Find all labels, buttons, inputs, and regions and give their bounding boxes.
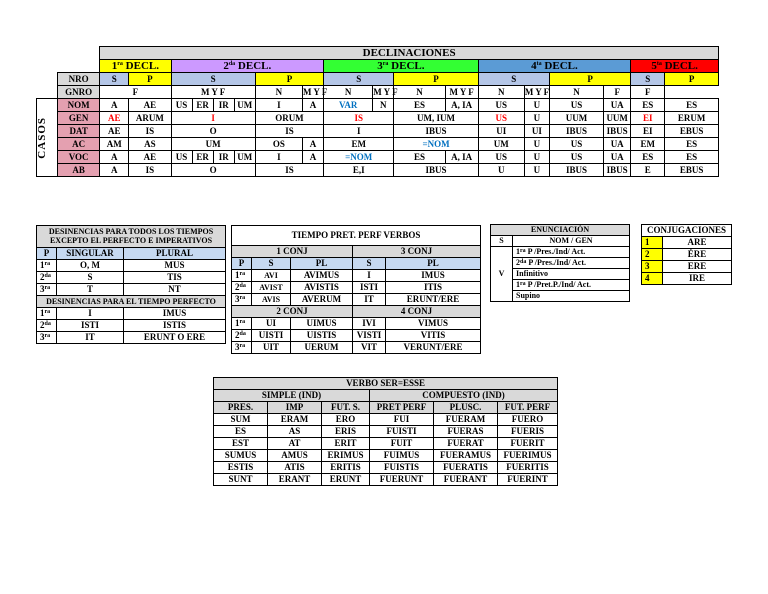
ser-cell: AT <box>268 438 322 450</box>
verb-cell: UIMUS <box>291 318 353 330</box>
person-label: $1^{ra}$ <box>37 308 57 320</box>
des-cell: ERUNT O ERE <box>124 332 226 344</box>
conj-ending: ERE <box>663 261 732 273</box>
decl-cell: UI <box>478 125 524 138</box>
decl-cell: N <box>373 99 394 112</box>
ser-row <box>214 438 558 450</box>
nro-cell: S <box>631 73 665 86</box>
decl-cell: UUM <box>549 112 603 125</box>
decl-cell: IBUS <box>394 164 478 177</box>
ser-row <box>214 450 558 462</box>
ser-cell: FUIT <box>370 438 434 450</box>
decl-cell: UA <box>604 151 631 164</box>
decl-cell: EI <box>631 112 665 125</box>
verb-cell: VERUNT/ERE <box>386 342 481 354</box>
gnro-cell: M Y F <box>524 86 550 97</box>
decl-cell: ES <box>665 99 719 112</box>
decl-cell: IBUS <box>549 164 603 177</box>
decl-cell: US <box>171 151 192 164</box>
verb-cell: VIT <box>353 342 386 354</box>
ser-cell: ERANT <box>268 474 322 486</box>
person-label: $3^{ra}$ <box>37 332 57 344</box>
decl-cell: A <box>303 151 324 164</box>
person-label: $2^{da}$ <box>37 272 57 284</box>
decl-cell: EI <box>631 125 665 138</box>
decl-cell: IBUS <box>604 125 631 138</box>
ser-cell: SUMUS <box>214 450 268 462</box>
nro-cell: S <box>100 73 129 86</box>
enun-item: Infinitivo <box>513 269 630 280</box>
ser-header: FUT. PERF <box>498 402 558 414</box>
ser-cell: ATIS <box>268 462 322 474</box>
decl-cell: UA <box>604 99 631 112</box>
tiempo-pret-perf-table <box>231 225 481 354</box>
case-label: VOC <box>58 151 100 164</box>
decl-cell: EBUS <box>665 164 719 177</box>
conj-header: 3 CONJ <box>353 246 481 258</box>
decl-cell: U <box>524 99 549 112</box>
conj-num: 1 <box>642 237 663 249</box>
ser-title: VERBO SER=ESSE <box>214 378 558 390</box>
decl-cell: IR <box>213 151 234 164</box>
des-cell: S <box>57 272 124 284</box>
decl-cell: UM <box>478 138 524 151</box>
conj-ending: ÉRE <box>663 249 732 261</box>
case-label: AB <box>58 164 100 177</box>
person-label: $2^{da}$ <box>232 282 252 294</box>
ser-cell: SUM <box>214 414 268 426</box>
gnro-cell: N <box>324 86 373 99</box>
tiempo-title: TIEMPO PRET. PERF VERBOS <box>232 226 481 246</box>
person-label: $2^{da}$ <box>232 330 252 342</box>
ser-compuesto: COMPUESTO (IND) <box>370 390 558 402</box>
desinencias-title: DESINENCIAS PARA TODOS LOS TIEMPOS EXCEPTO EL PERFECTO E IMPERATIVOS <box>37 226 226 248</box>
decl-cell: US <box>478 151 524 164</box>
decl-cell: A <box>303 99 324 112</box>
enun-nomgen: NOM / GEN <box>513 236 630 247</box>
decl-cell: E <box>631 164 665 177</box>
ser-row <box>214 462 558 474</box>
verb-cell: AVIS <box>252 294 291 306</box>
decl-cell: IS <box>129 164 171 177</box>
decl-cell: =NOM <box>324 151 394 164</box>
nro-cell: P <box>394 73 478 86</box>
decl-cell: ES <box>665 151 719 164</box>
ser-cell: ERO <box>322 414 370 426</box>
ser-cell: FUISTI <box>370 426 434 438</box>
col-header: PLURAL <box>124 248 226 260</box>
decl-cell: AS <box>129 138 171 151</box>
decl-cell: =NOM <box>394 138 478 151</box>
decl-cell: IBUS <box>549 125 603 138</box>
decl-cell: OS <box>255 138 302 151</box>
verb-cell: AVIMUS <box>291 270 353 282</box>
des-cell: T <box>57 284 124 296</box>
ser-cell: EST <box>214 438 268 450</box>
decl-5-header: $5^{ta}$ DECL. <box>631 60 719 73</box>
nro-label: NRO <box>58 73 100 86</box>
decl-cell: UM <box>234 99 255 112</box>
declinaciones-title: DECLINACIONES <box>100 47 719 60</box>
case-label: DAT <box>58 125 100 138</box>
gnro-cell: F <box>604 86 631 99</box>
verb-cell: IVI <box>353 318 386 330</box>
verb-cell: AVIST <box>252 282 291 294</box>
ser-row <box>214 414 558 426</box>
col-header: PL <box>386 258 481 270</box>
ser-cell: FUERUNT <box>370 474 434 486</box>
verb-cell: ITIS <box>386 282 481 294</box>
gnro-cell: F <box>631 86 665 99</box>
des-cell: IT <box>57 332 124 344</box>
gnro-cell: N <box>478 86 524 99</box>
gnro-cell: M Y F <box>171 86 255 99</box>
decl-cell: UM <box>234 151 255 164</box>
nro-cell: P <box>665 73 719 86</box>
col-header: SINGULAR <box>57 248 124 260</box>
decl-cell: VAR <box>324 99 373 112</box>
decl-cell: ES <box>665 138 719 151</box>
verb-cell: IMUS <box>386 270 481 282</box>
decl-cell: US <box>549 151 603 164</box>
decl-cell: ES <box>394 99 445 112</box>
decl-3-header: $3^{ra}$ DECL. <box>324 60 479 73</box>
decl-cell: ER <box>192 151 213 164</box>
decl-cell: US <box>171 99 192 112</box>
ser-cell: AS <box>268 426 322 438</box>
person-label: $3^{ra}$ <box>232 342 252 354</box>
decl-cell: AE <box>100 125 129 138</box>
decl-cell: ARUM <box>129 112 171 125</box>
ser-cell: FUERAT <box>434 438 498 450</box>
decl-cell: UA <box>604 138 631 151</box>
gnro-cell: M Y F <box>445 86 478 99</box>
decl-cell: I <box>255 151 302 164</box>
decl-cell: US <box>478 99 524 112</box>
gnro-cell: N <box>549 86 603 99</box>
decl-cell: US <box>549 99 603 112</box>
conj-num: 4 <box>642 273 663 285</box>
col-header: P <box>37 248 57 260</box>
gnro-cell: N <box>394 86 445 99</box>
conjugaciones-table <box>641 224 732 285</box>
des-cell: NT <box>124 284 226 296</box>
decl-cell: U <box>524 164 549 177</box>
decl-cell: EM <box>631 138 665 151</box>
conj-num: 3 <box>642 261 663 273</box>
case-label: NOM <box>58 99 100 112</box>
conj-header: 1 CONJ <box>232 246 353 258</box>
enun-item: Supino <box>513 291 630 302</box>
des-cell: O, M <box>57 260 124 272</box>
ser-cell: FUI <box>370 414 434 426</box>
decl-cell: AM <box>100 138 129 151</box>
conj-ending: ARE <box>663 237 732 249</box>
person-label: $2^{da}$ <box>37 320 57 332</box>
decl-cell: A <box>303 138 324 151</box>
decl-cell: ORUM <box>255 112 323 125</box>
case-label: AC <box>58 138 100 151</box>
enun-item: $1^{ra}$ P /Pres./Ind/ Act. <box>513 247 630 258</box>
enun-v: V <box>491 247 513 302</box>
decl-cell: A <box>100 164 129 177</box>
conjugaciones-title: CONJUGACIONES <box>642 225 732 237</box>
decl-cell: U <box>524 112 549 125</box>
verb-cell: I <box>353 270 386 282</box>
declinaciones-table <box>36 46 719 177</box>
nro-cell: S <box>324 73 394 86</box>
verb-cell: UERUM <box>291 342 353 354</box>
des-cell: I <box>57 308 124 320</box>
case-label: GEN <box>58 112 100 125</box>
ser-cell: SUNT <box>214 474 268 486</box>
ser-cell: FUIMUS <box>370 450 434 462</box>
decl-cell: EM <box>324 138 394 151</box>
decl-cell: IS <box>129 125 171 138</box>
verb-cell: VITIS <box>386 330 481 342</box>
verb-cell: VIMUS <box>386 318 481 330</box>
nro-cell: P <box>549 73 630 86</box>
decl-cell: ES <box>631 151 665 164</box>
decl-cell: IBUS <box>394 125 478 138</box>
ser-cell: FUERAMUS <box>434 450 498 462</box>
verb-cell: AVI <box>252 270 291 282</box>
desinencias-table <box>36 225 226 344</box>
ser-cell: FUERITIS <box>498 462 558 474</box>
conj-ending: IRE <box>663 273 732 285</box>
decl-1-header: $1^{ra}$ DECL. <box>100 60 171 73</box>
nro-cell: P <box>129 73 171 86</box>
verbo-ser-table <box>213 377 558 486</box>
decl-cell: AE <box>129 99 171 112</box>
ser-row <box>214 426 558 438</box>
decl-cell: IS <box>255 164 323 177</box>
decl-cell: IBUS <box>604 164 631 177</box>
des-cell: ISTI <box>57 320 124 332</box>
ser-header: FUT. S. <box>322 402 370 414</box>
verb-cell: AVERUM <box>291 294 353 306</box>
gnro-cell: M Y F <box>303 86 328 97</box>
decl-cell: ES <box>631 99 665 112</box>
ser-cell: FUERIMUS <box>498 450 558 462</box>
perfecto-title: DESINENCIAS PARA EL TIEMPO PERFECTO <box>37 296 226 308</box>
nro-cell: S <box>171 73 255 86</box>
ser-cell: AMUS <box>268 450 322 462</box>
des-cell: ISTIS <box>124 320 226 332</box>
conj-header: 4 CONJ <box>353 306 481 318</box>
decl-cell: AE <box>129 151 171 164</box>
person-label: $1^{ra}$ <box>232 270 252 282</box>
ser-simple: SIMPLE (IND) <box>214 390 370 402</box>
verb-cell: ERUNT/ERE <box>386 294 481 306</box>
ser-cell: FUERANT <box>434 474 498 486</box>
decl-4-header: $4^{ta}$ DECL. <box>478 60 631 73</box>
enun-item: $2^{da}$ P /Pres./Ind/ Act. <box>513 258 630 269</box>
decl-cell: UUM <box>604 112 631 125</box>
casos-label: CASOS <box>37 99 58 177</box>
ser-cell: FUERAS <box>434 426 498 438</box>
col-header: P <box>232 258 252 270</box>
nro-cell: P <box>255 73 323 86</box>
decl-2-header: $2^{da}$ DECL. <box>171 60 324 73</box>
col-header: PL <box>291 258 353 270</box>
ser-cell: FUERAM <box>434 414 498 426</box>
verb-cell: UI <box>252 318 291 330</box>
ser-cell: ERIT <box>322 438 370 450</box>
des-cell: MUS <box>124 260 226 272</box>
gnro-label: GNRO <box>58 86 100 99</box>
conj-num: 2 <box>642 249 663 261</box>
enun-s: S <box>491 236 513 247</box>
nro-cell: S <box>478 73 549 86</box>
decl-cell: U <box>524 138 549 151</box>
person-label: $1^{ra}$ <box>37 260 57 272</box>
decl-cell: EBUS <box>665 125 719 138</box>
enunciacion-table <box>490 224 630 302</box>
des-cell: IMUS <box>124 308 226 320</box>
decl-cell: A <box>100 151 129 164</box>
decl-cell: IS <box>255 125 323 138</box>
enunciacion-title: ENUNCIACIÒN <box>491 225 630 236</box>
gnro-cell: M Y F <box>373 86 398 97</box>
decl-cell: U <box>524 151 549 164</box>
decl-cell: AE <box>100 112 129 125</box>
enun-item: $1^{ra}$ P /Pret.P./Ind/ Act. <box>513 280 630 291</box>
ser-cell: ERUNT <box>322 474 370 486</box>
ser-header: PRET PERF <box>370 402 434 414</box>
verb-cell: IT <box>353 294 386 306</box>
decl-cell: A, IA <box>445 99 478 112</box>
verb-cell: UISTIS <box>291 330 353 342</box>
decl-cell: US <box>549 138 603 151</box>
verb-cell: AVISTIS <box>291 282 353 294</box>
conj-header: 2 CONJ <box>232 306 353 318</box>
person-label: $1^{ra}$ <box>232 318 252 330</box>
verb-cell: UIT <box>252 342 291 354</box>
gnro-cell: F <box>100 86 171 99</box>
decl-cell: O <box>171 125 255 138</box>
decl-cell: I <box>171 112 255 125</box>
decl-cell: ERUM <box>665 112 719 125</box>
ser-cell: FUERIS <box>498 426 558 438</box>
ser-cell: FUERINT <box>498 474 558 486</box>
ser-cell: ERAM <box>268 414 322 426</box>
decl-cell: ER <box>192 99 213 112</box>
decl-cell: UM <box>171 138 255 151</box>
decl-cell: A <box>100 99 129 112</box>
decl-cell: IR <box>213 99 234 112</box>
ser-cell: ERIS <box>322 426 370 438</box>
ser-header: PLUSC. <box>434 402 498 414</box>
ser-cell: FUISTIS <box>370 462 434 474</box>
verb-cell: ISTI <box>353 282 386 294</box>
ser-cell: FUERO <box>498 414 558 426</box>
ser-header: PRES. <box>214 402 268 414</box>
verb-cell: UISTI <box>252 330 291 342</box>
col-header: S <box>353 258 386 270</box>
decl-cell: O <box>171 164 255 177</box>
decl-cell: UM, IUM <box>394 112 478 125</box>
ser-cell: ES <box>214 426 268 438</box>
col-header: S <box>252 258 291 270</box>
ser-cell: FUERIT <box>498 438 558 450</box>
person-label: $3^{ra}$ <box>232 294 252 306</box>
decl-cell: US <box>478 112 524 125</box>
decl-cell: UI <box>524 125 549 138</box>
decl-cell: ES <box>394 151 445 164</box>
decl-cell: E,I <box>324 164 394 177</box>
verb-cell: VISTI <box>353 330 386 342</box>
ser-cell: ESTIS <box>214 462 268 474</box>
decl-cell: U <box>478 164 524 177</box>
ser-header: IMP <box>268 402 322 414</box>
decl-cell: I <box>324 125 394 138</box>
person-label: $3^{ra}$ <box>37 284 57 296</box>
decl-cell: I <box>255 99 302 112</box>
gnro-cell: N <box>255 86 302 99</box>
ser-cell: ERIMUS <box>322 450 370 462</box>
decl-cell: A, IA <box>445 151 478 164</box>
ser-row <box>214 474 558 486</box>
des-cell: TIS <box>124 272 226 284</box>
ser-cell: ERITIS <box>322 462 370 474</box>
decl-cell: IS <box>324 112 394 125</box>
ser-cell: FUERATIS <box>434 462 498 474</box>
